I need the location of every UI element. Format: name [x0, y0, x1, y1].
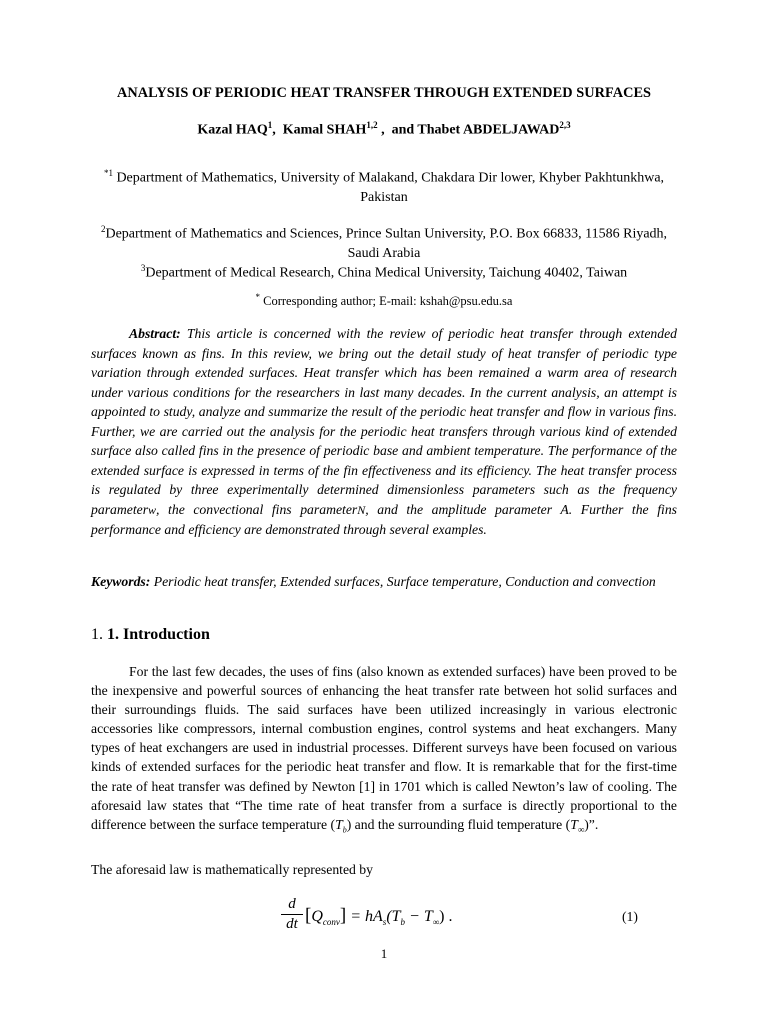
math-symbol: A — [560, 501, 569, 517]
equation-rhs: ) . — [439, 908, 453, 925]
author-affiliation-mark: 1 — [267, 120, 273, 130]
abstract-text: , the convectional fins parameter — [156, 501, 358, 517]
affiliation-mark: 3 — [140, 263, 146, 273]
abstract-text: This article is concerned with the review of periodic heat transfer through extended surfaces known as fins. In this review, we bring out the detail study of heat transfer of periodic type variation through extended surfaces. Heat transfer which has been remained a warm area of research under various conditions for the researchers in last many decades. In the current analysis, an attempt is appointed to study, analyze and summarize the result of the periodic heat transfer and flow in various fins. Further, we are carried out the analysis for the periodic heat transfers through various kind of extended surface also called fins in the presence of periodic base and ambient temperature. The performance of the extended surface is expressed in terms of the fin effectiveness and its efficiency. The heat transfer process is regulated by three experimentally determined dimensionless parameters such as the frequency parameter — [91, 326, 678, 517]
author-affiliation-mark: 2,3 — [559, 120, 571, 130]
corresponding-text: Corresponding author; E-mail: kshah@psu.edu.sa — [263, 294, 513, 309]
keywords-text: Periodic heat transfer, Extended surfaces, Surface temperature, Conduction and convection — [153, 574, 656, 589]
corresponding-author — [0, 292, 768, 309]
math-subscript: b — [400, 917, 406, 928]
math-subscript: conv — [322, 917, 340, 928]
author-list: Kazal HAQ$^1$, Kamal SHAH$^{1,2}$ , and Thabet ABDELJAWAD$^{2,3}$ — [197, 120, 571, 138]
section-title: 1. Introduction — [107, 626, 210, 643]
abstract-text: , and the amplitude parameter — [365, 501, 553, 517]
abstract — [91, 324, 677, 540]
bracket: ] — [339, 905, 347, 926]
intro-text: For the last few decades, the uses of fins (also known as extended surfaces) have been proved to be the inexpensive and powerful sources of enhancing the heat transfer rate between hot solid surfaces and their surroundings fluids. The said surfaces have been utilized increasingly in various electronic accessories like compressors, internal combustion engines, control systems and heat exchangers. Many types of heat exchangers are used in industrial processes. Different surveys have been focused on various kinds of extended surfaces for the periodic heat transfer and flow. It is remarkable that for the first-time the rate of heat transfer was defined by Newton [1] in 1701 which is called Newton’s law of cooling. The aforesaid law states that “The time rate of heat transfer from a surface is directly proportional to the difference between the surface temperature ( — [91, 664, 677, 832]
author-name: Kamal SHAH — [282, 122, 367, 138]
equation-number: (1) — [622, 909, 638, 924]
equation-fraction — [281, 896, 303, 933]
math-symbol: T — [570, 816, 578, 832]
affiliation — [90, 220, 678, 264]
keywords — [91, 572, 677, 592]
affiliation-mark: 2 — [100, 224, 106, 234]
abstract-text: . Further the fins performance and efficiency are demonstrated through several examples. — [91, 501, 677, 537]
intro-paragraph — [91, 662, 677, 840]
paper-title: ANALYSIS OF PERIODIC HEAT TRANSFER THROUGH EXTENDED SURFACES — [116, 85, 652, 101]
page-number: 1 — [380, 946, 388, 961]
math-symbol: T — [335, 816, 343, 832]
abstract-label: Abstract: — [129, 326, 181, 341]
math-symbol: N — [357, 502, 366, 517]
affiliation-text: Department of Medical Research, China Medical University, Taichung 40402, Taiwan — [145, 265, 628, 281]
equation-body — [305, 905, 453, 927]
affiliation-mark: *1 — [103, 168, 113, 178]
author-affiliation-mark: 1,2 — [366, 120, 378, 130]
fraction-numerator: d — [288, 896, 296, 912]
bracket: [ — [305, 905, 312, 926]
author-name: and Thabet ABDELJAWAD — [391, 122, 560, 138]
section-number: 1. — [91, 626, 103, 643]
affiliation-text: Department of Mathematics and Sciences, Prince Sultan University, P.O. Box 66833, 11586 Riyadh, Saudi Arabia — [105, 226, 668, 262]
intro-text: )”. — [584, 816, 599, 832]
fraction-denominator: dt — [286, 916, 298, 932]
math-subscript: ∞ — [432, 917, 440, 928]
math-symbol: Q — [311, 908, 323, 925]
math-subscript: s — [382, 917, 387, 928]
affiliation-text: Department of Mathematics, University of Malakand, Chakdara Dir lower, Khyber Pakhtunkhwa, Pakistan — [116, 170, 665, 206]
math-subscript: b — [342, 825, 347, 835]
math-symbol: w — [148, 502, 157, 517]
author-name: Kazal HAQ — [197, 122, 268, 138]
fraction-bar — [281, 914, 303, 915]
affiliation — [80, 259, 688, 283]
keywords-label: Keywords: — [91, 574, 151, 589]
equation-rhs: (T — [386, 908, 401, 925]
math-subscript: ∞ — [577, 824, 585, 835]
equation-rhs: = hA — [346, 908, 383, 925]
affiliation — [90, 164, 678, 208]
intro-paragraph: The aforesaid law is mathematically represented by — [91, 862, 373, 877]
equation-rhs: − T — [405, 908, 433, 925]
corresponding-mark: * — [255, 292, 261, 302]
section-heading — [91, 626, 210, 644]
intro-text: ) and the surrounding fluid temperature ( — [346, 816, 571, 832]
